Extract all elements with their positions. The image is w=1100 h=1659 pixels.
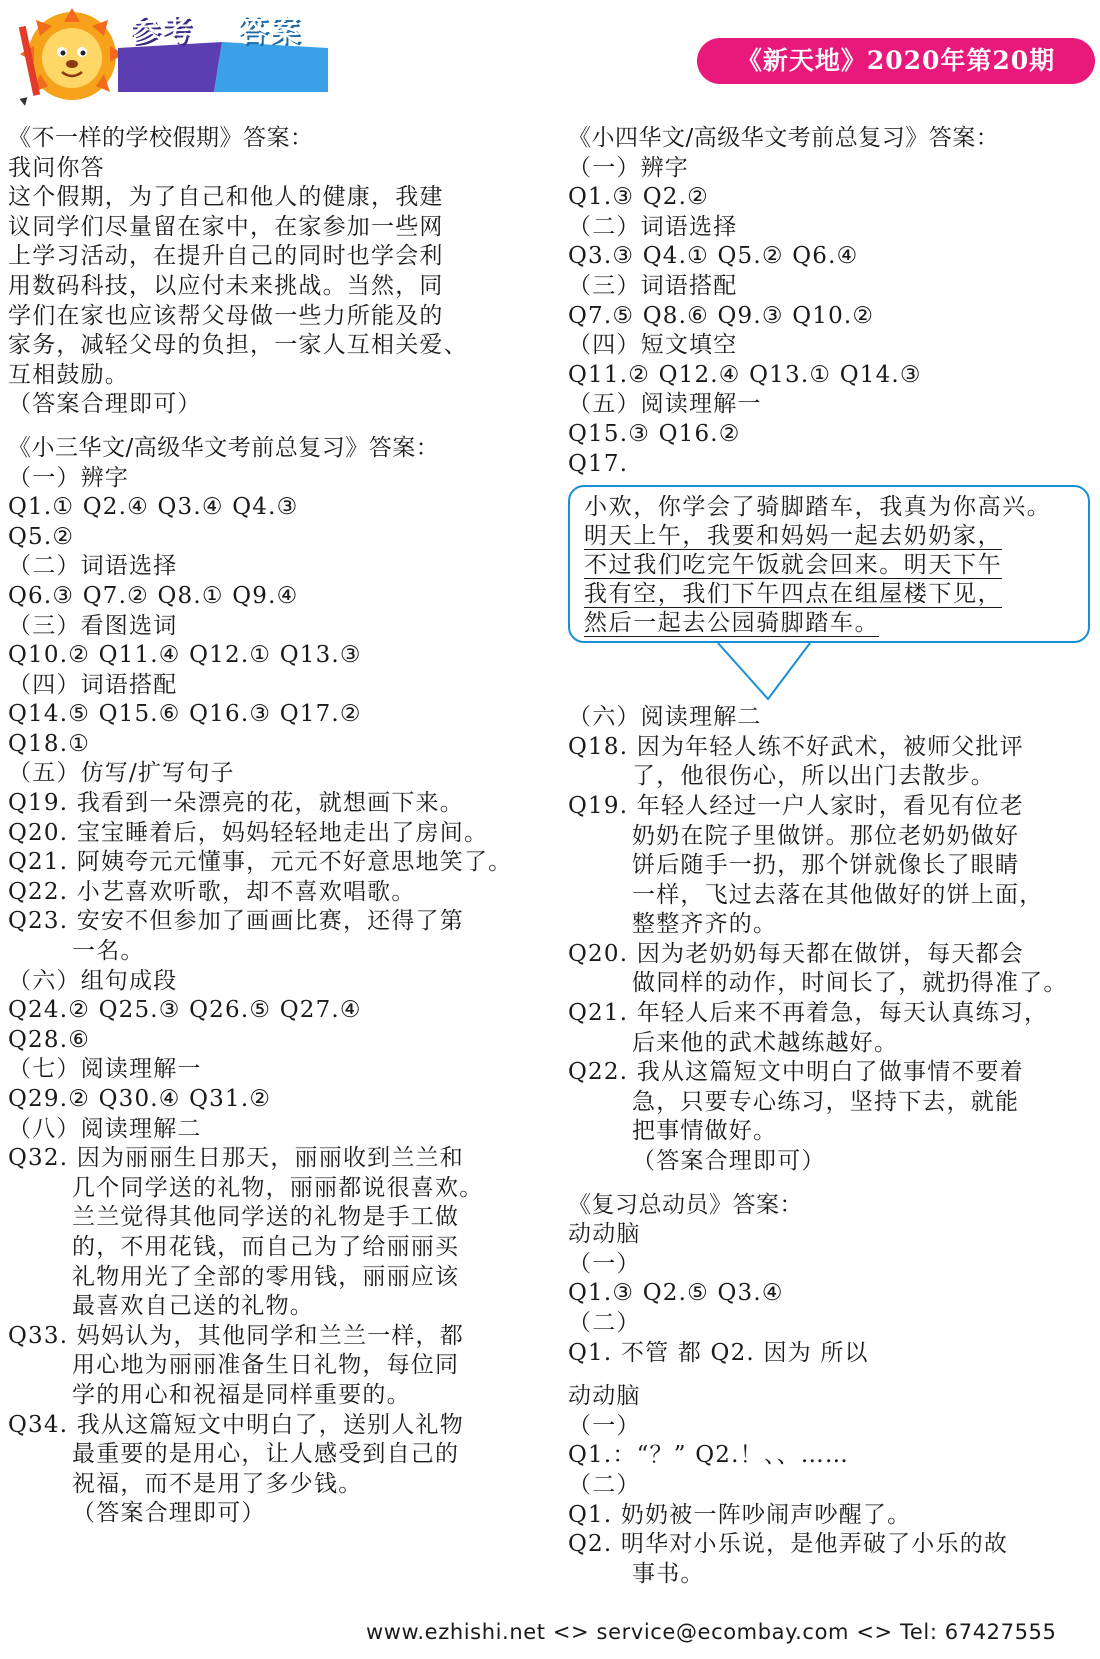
answer-line: （答案合理即可） <box>632 1148 826 1175</box>
answer-line: Q2. 明华对小乐说，是他弄破了小乐的故 <box>568 1531 1009 1558</box>
answer-line: 礼物用光了全部的零用钱，丽丽应该 <box>72 1263 460 1290</box>
answer-line: （三）词语搭配 <box>568 272 738 299</box>
answer-line: （一） <box>568 1412 641 1439</box>
answer-line: 用数码科技，以应付未来挑战。当然，同 <box>8 272 444 299</box>
answer-line: 兰兰觉得其他同学送的礼物是手工做 <box>72 1204 460 1231</box>
answer-line: Q1. 奶奶被一阵吵闹声吵醒了。 <box>568 1501 912 1528</box>
answer-line: （二）词语选择 <box>568 213 738 240</box>
bubble-line: 明天上午，我要和妈妈一起去奶奶家， <box>584 523 1003 550</box>
answer-line: Q17. <box>568 450 629 477</box>
answer-line: 整整齐齐的。 <box>632 911 778 938</box>
answer-line: （六）阅读理解二 <box>568 704 762 731</box>
answer-line: （四）短文填空 <box>568 332 738 359</box>
answer-line: （二） <box>568 1471 641 1498</box>
answer-line <box>568 1177 1094 1191</box>
answer-line: （五）仿写/扩写句子 <box>8 760 235 787</box>
answer-line: Q1.：“？” Q2.！、、…… <box>568 1442 850 1469</box>
answer-line: 互相鼓励。 <box>8 361 129 388</box>
answer-line: （一）辨字 <box>568 154 689 181</box>
answer-line: Q10.② Q11.④ Q12.① Q13.③ <box>8 642 362 669</box>
answer-line: （一）辨字 <box>8 464 129 491</box>
speech-bubble <box>568 485 1090 643</box>
answer-line: 做同样的动作，时间长了，就扔得准了。 <box>632 970 1068 997</box>
answer-line: Q1. 不管 都 Q2. 因为 所以 <box>568 1339 869 1366</box>
answer-line: 上学习活动，在提升自己的同时也学会利 <box>8 243 444 270</box>
answer-line: Q22. 小艺喜欢听歌，却不喜欢唱歌。 <box>8 878 416 905</box>
section-title: 《不一样的学校假期》答案： <box>8 125 314 151</box>
answer-line: （四）词语搭配 <box>8 671 178 698</box>
answer-line: （八）阅读理解二 <box>8 1115 202 1142</box>
answer-line: 最喜欢自己送的礼物。 <box>72 1293 314 1320</box>
answer-line: 这个假期，为了自己和他人的健康，我建 <box>8 184 444 211</box>
answer-line: 后来他的武术越练越好。 <box>632 1029 899 1056</box>
answer-line: Q32. 因为丽丽生日那天，丽丽收到兰兰和 <box>8 1145 464 1172</box>
lion-mascot-icon <box>12 6 132 106</box>
answer-line: 用心地为丽丽准备生日礼物，每位同 <box>72 1352 460 1379</box>
answer-line: 议同学们尽量留在家中，在家参加一些网 <box>8 213 444 240</box>
answer-line: 的，不用花钱，而自己为了给丽丽买 <box>72 1233 460 1260</box>
answer-line: Q11.② Q12.④ Q13.① Q14.③ <box>568 361 922 388</box>
answer-line: 一名。 <box>72 938 145 965</box>
answer-line: 我问你答 <box>8 154 105 181</box>
answer-line: 动动脑 <box>568 1221 641 1248</box>
answer-line: Q23. 安安不但参加了画画比赛，还得了第 <box>8 908 464 935</box>
answer-line: 一样，飞过去落在其他做好的饼上面， <box>632 881 1044 908</box>
bubble-line: 我有空，我们下午四点在组屋楼下见， <box>584 581 1003 608</box>
answer-line: 学的用心和祝福是同样重要的。 <box>72 1381 411 1408</box>
answer-line: Q5.② <box>8 523 75 550</box>
answer-line: （三）看图选词 <box>8 612 178 639</box>
bubble-line: 小欢，你学会了骑脚踏车，我真为你高兴。 <box>584 494 1052 521</box>
answer-line: （七）阅读理解一 <box>8 1056 202 1083</box>
answer-line: 祝福，而不是用了多少钱。 <box>72 1470 363 1497</box>
section-title: 《小三华文/高级华文考前总复习》答案： <box>8 434 440 461</box>
answer-line: Q21. 年轻人后来不再着急，每天认真练习， <box>568 1000 1049 1027</box>
answer-line: 奶奶在院子里做饼。那位老奶奶做好 <box>632 822 1020 849</box>
issue-badge: 《新天地》2020年第20期 <box>697 38 1095 84</box>
answer-line: Q33. 妈妈认为，其他同学和兰兰一样，都 <box>8 1322 464 1349</box>
answer-line: Q24.② Q25.③ Q26.⑤ Q27.④ <box>8 997 362 1024</box>
answer-line: Q15.③ Q16.② <box>568 420 741 447</box>
answer-line: Q18.① <box>8 730 91 757</box>
answer-line: Q1.① Q2.④ Q3.④ Q4.③ <box>8 494 299 521</box>
bubble-line: 然后一起去公园骑脚踏车。 <box>584 610 880 637</box>
bubble-tail-icon <box>710 641 830 701</box>
answer-line: Q1.③ Q2.② <box>568 184 709 211</box>
bubble-line: 不过我们吃完午饭就会回来。明天下午 <box>584 552 1003 579</box>
answer-line: Q20. 宝宝睡着后，妈妈轻轻地走出了房间。 <box>8 819 489 846</box>
answer-line: 急，只要专心练习，坚持下去，就能 <box>632 1088 1020 1115</box>
answer-line: 学们在家也应该帮父母做一些力所能及的 <box>8 302 444 329</box>
answer-line: Q28.⑥ <box>8 1026 91 1053</box>
answer-line: （六）组句成段 <box>8 967 178 994</box>
answer-line: 饼后随手一扔，那个饼就像长了眼睛 <box>632 852 1020 879</box>
banner-label-reference: 参考 <box>130 14 194 49</box>
answer-line: （五）阅读理解一 <box>568 391 762 418</box>
answer-line: Q18. 因为年轻人练不好武术，被师父批评 <box>568 733 1024 760</box>
answer-line: Q29.② Q30.④ Q31.② <box>8 1086 272 1112</box>
answer-line: （答案合理即可） <box>72 1500 266 1527</box>
answer-line: 了，他很伤心，所以出门去散步。 <box>632 763 995 790</box>
answer-line: 把事情做好。 <box>632 1118 778 1145</box>
answer-line <box>568 1368 1094 1382</box>
banner-label-answer: 答案 <box>238 14 302 49</box>
answer-line: 几个同学送的礼物，丽丽都说很喜欢。 <box>72 1174 484 1201</box>
footer-contact: www.ezhishi.net <> service@ecombay.com <> Tel: 67427555 <box>366 1620 1057 1644</box>
answer-line: 动动脑 <box>568 1383 641 1410</box>
answer-line: Q3.③ Q4.① Q5.② Q6.④ <box>568 243 859 270</box>
answer-line: Q14.⑤ Q15.⑥ Q16.③ Q17.② <box>8 701 362 728</box>
answer-line: Q6.③ Q7.② Q8.① Q9.④ <box>8 582 299 609</box>
answer-line: （二） <box>568 1310 641 1336</box>
section-title: 《复习总动员》答案： <box>568 1191 803 1218</box>
answer-line: Q19. 年轻人经过一户人家时，看见有位老 <box>568 792 1024 819</box>
answer-line: Q19. 我看到一朵漂亮的花，就想画下来。 <box>8 790 464 817</box>
answer-line: 家务，减轻父母的负担，一家人互相关爱、 <box>8 332 468 359</box>
answer-line: Q7.⑤ Q8.⑥ Q9.③ Q10.② <box>568 302 875 329</box>
answer-line <box>8 420 526 434</box>
left-column <box>8 124 526 1529</box>
answer-line: Q21. 阿姨夸元元懂事，元元不好意思地笑了。 <box>8 849 513 876</box>
answer-line: Q34. 我从这篇短文中明白了，送别人礼物 <box>8 1411 464 1438</box>
answer-line: （二）词语选择 <box>8 553 178 580</box>
answer-line: Q1.③ Q2.⑤ Q3.④ <box>568 1280 784 1307</box>
answer-line: 事书。 <box>632 1560 705 1587</box>
answer-line: Q22. 我从这篇短文中明白了做事情不要着 <box>568 1059 1024 1086</box>
answer-line: （一） <box>568 1250 641 1277</box>
answer-line: 最重要的是用心，让人感受到自己的 <box>72 1441 460 1468</box>
answer-line: （答案合理即可） <box>8 391 202 418</box>
section-title: 《小四华文/高级华文考前总复习》答案： <box>568 125 1000 151</box>
right-column <box>568 124 1094 1589</box>
answer-line: Q20. 因为老奶奶每天都在做饼，每天都会 <box>568 940 1024 967</box>
